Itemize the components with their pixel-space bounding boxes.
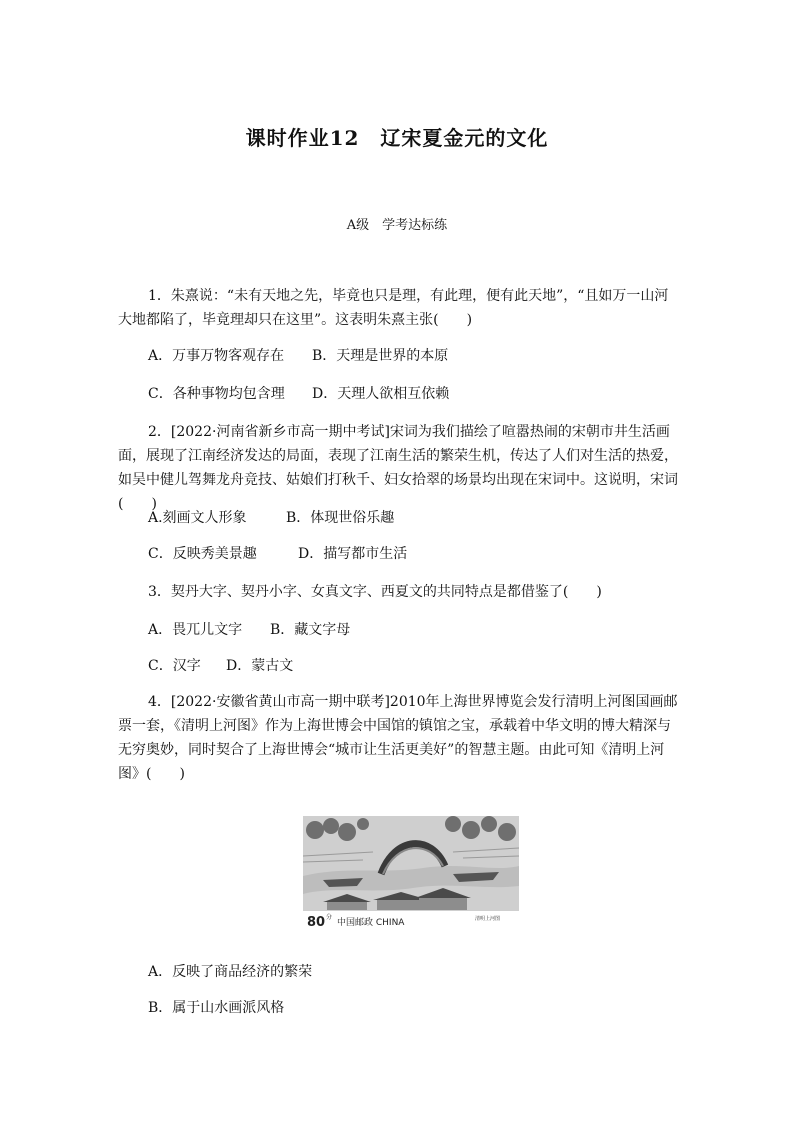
section-heading: A级 学考达标练 <box>346 218 448 233</box>
stamp-unit: 分 <box>326 914 333 921</box>
stamp-caption: 清明上河图 <box>475 916 501 922</box>
q2-option-d: D．描写都市生活 <box>298 546 408 562</box>
question-3 <box>118 580 678 604</box>
question-1-stem: 1．朱熹说：“未有天地之先，毕竟也只是理，有此理，便有此天地”，“且如万一山河大地都陷了，毕竟理却只在这里”。这表明朱熹主张( ) <box>118 288 669 328</box>
q2-option-b: B．体现世俗乐趣 <box>286 510 395 526</box>
q2-option-a: A.刻画文人形象 <box>148 510 247 526</box>
q1-option-d: D．天理人欲相互依赖 <box>312 386 450 402</box>
question-2 <box>118 420 678 516</box>
question-3-stem: 3．契丹大字、契丹小字、女真文字、西夏文的共同特点是都借鉴了( ) <box>148 584 602 600</box>
q3-option-a: A．畏兀儿文字 <box>148 622 243 638</box>
stamp-postal-text: 中国邮政 CHINA <box>337 918 405 928</box>
q1-option-a: A．万事万物客观存在 <box>148 348 285 364</box>
question-4 <box>118 690 678 786</box>
q4-option-a: A．反映了商品经济的繁荣 <box>148 964 313 980</box>
question-2-stem: 2．[2022·河南省新乡市高一期中考试]宋词为我们描绘了喧嚣热闹的宋朝市井生活画面，展现了江南经济发达的局面，表现了江南生活的繁荣生机，传达了人们对生活的热爱，如吴中健儿驾舞龙舟竞技、姑娘们打秋千、妇女拾翠的场景均出现在宋词中。这说明，宋词( ) <box>118 424 678 512</box>
stamp-value: 80 <box>307 915 326 930</box>
q2-option-c: C．反映秀美景趣 <box>148 546 257 562</box>
q3-option-c: C．汉字 <box>148 658 201 674</box>
question-1 <box>118 284 678 332</box>
stamp-illustration <box>303 816 519 930</box>
q4-option-b: B．属于山水画派风格 <box>148 1000 285 1016</box>
stamp-image <box>303 816 519 930</box>
page-title: 课时作业12 辽宋夏金元的文化 <box>245 126 549 150</box>
q3-option-b: B．藏文字母 <box>270 622 351 638</box>
question-4-stem: 4．[2022·安徽省黄山市高一期中联考]2010年上海世界博览会发行清明上河图国画邮票一套，《清明上河图》作为上海世博会中国馆的镇馆之宝，承载着中华文明的博大精深与无穷奥妙，同时契合了上海世博会“城市让生活更美好”的智慧主题。由此可知《清明上河图》( ) <box>118 694 678 782</box>
q1-option-b: B．天理是世界的本原 <box>312 348 449 364</box>
q3-option-d: D．蒙古文 <box>226 658 294 674</box>
q1-option-c: C．各种事物均包含理 <box>148 386 285 402</box>
